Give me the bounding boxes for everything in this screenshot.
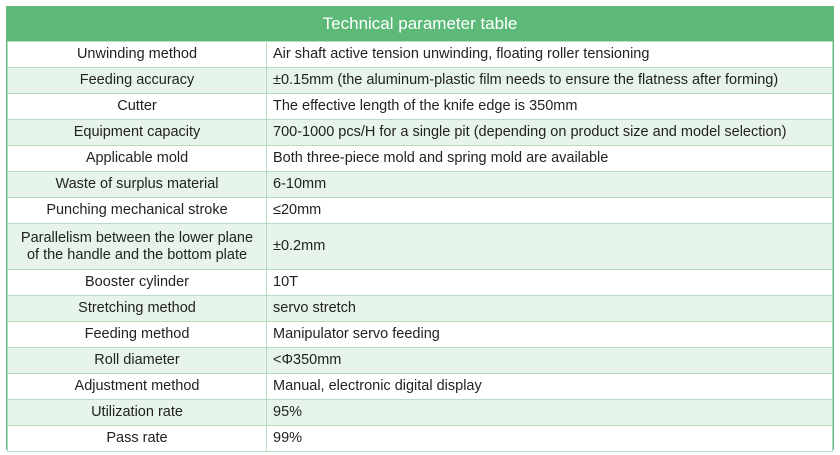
row-label: Roll diameter xyxy=(8,348,267,374)
row-label: Equipment capacity xyxy=(8,120,267,146)
table-row xyxy=(8,400,833,426)
table-row xyxy=(8,120,833,146)
row-label: Adjustment method xyxy=(8,374,267,400)
row-value: 700-1000 pcs/H for a single pit (depending on product size and model selection) xyxy=(267,120,833,146)
row-label: Utilization rate xyxy=(8,400,267,426)
row-label: Waste of surplus material xyxy=(8,172,267,198)
row-value: 99% xyxy=(267,426,833,452)
row-label: Parallelism between the lower plane of the handle and the bottom plate xyxy=(8,224,267,270)
row-value: ≤20mm xyxy=(267,198,833,224)
row-value: The effective length of the knife edge is 350mm xyxy=(267,94,833,120)
row-value: servo stretch xyxy=(267,296,833,322)
table-row xyxy=(8,322,833,348)
table-row xyxy=(8,296,833,322)
table-row xyxy=(8,172,833,198)
row-label: Booster cylinder xyxy=(8,270,267,296)
row-value: 6-10mm xyxy=(267,172,833,198)
row-value: ±0.15mm (the aluminum-plastic film needs to ensure the flatness after forming) xyxy=(267,68,833,94)
table-row xyxy=(8,68,833,94)
parameter-table-panel xyxy=(6,6,834,450)
table-row xyxy=(8,348,833,374)
row-value: Manipulator servo feeding xyxy=(267,322,833,348)
row-label: Punching mechanical stroke xyxy=(8,198,267,224)
row-label: Unwinding method xyxy=(8,42,267,68)
table-row xyxy=(8,146,833,172)
table-row xyxy=(8,198,833,224)
table-row xyxy=(8,94,833,120)
row-label: Cutter xyxy=(8,94,267,120)
row-value: 95% xyxy=(267,400,833,426)
row-label: Applicable mold xyxy=(8,146,267,172)
parameter-table xyxy=(7,41,833,452)
table-row xyxy=(8,426,833,452)
row-value: Both three-piece mold and spring mold are available xyxy=(267,146,833,172)
row-value: Air shaft active tension unwinding, floating roller tensioning xyxy=(267,42,833,68)
row-label: Stretching method xyxy=(8,296,267,322)
table-row xyxy=(8,374,833,400)
row-value: 10T xyxy=(267,270,833,296)
row-label: Pass rate xyxy=(8,426,267,452)
row-label: Feeding accuracy xyxy=(8,68,267,94)
row-value: <Φ350mm xyxy=(267,348,833,374)
row-value: ±0.2mm xyxy=(267,224,833,270)
table-row xyxy=(8,224,833,270)
table-row xyxy=(8,270,833,296)
table-title: Technical parameter table xyxy=(7,7,833,41)
row-value: Manual, electronic digital display xyxy=(267,374,833,400)
table-row xyxy=(8,42,833,68)
row-label: Feeding method xyxy=(8,322,267,348)
